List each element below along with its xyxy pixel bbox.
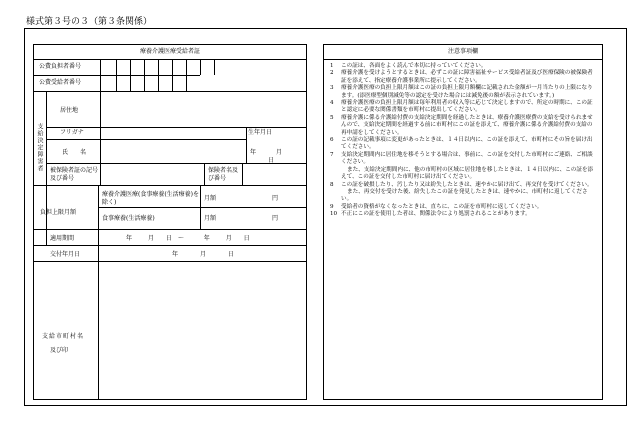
insurance-card-label: 被保険者証の記号及び番号 [50,167,99,182]
note-item: 9 受給者の資格がなくなったときは、直ちに、この証を市町村に返してください。 [330,203,543,210]
public-recipient-no-blank [200,75,306,91]
birth-month: 月 [275,149,282,156]
valid-period-label: 適用期間 [50,235,75,242]
period-end-year: 年 [203,235,210,242]
meals-monthly-label: 月額 [204,215,217,222]
note-item: 1 この証は、各面をよく読んで本切に持っていてください。 [330,63,487,69]
note-item: 7 支給決定期間内に居住地を移そうとする場合は、事前に、この証を交付した市町村にご連絡、ご相談ください。 [330,151,593,166]
issue-day: 日 [227,251,234,258]
period-start-month: 月 [147,235,154,242]
notes-panel [323,44,603,400]
page-caption: 様式第３号の３（第３条関係） [26,17,153,27]
issue-year: 年 [172,251,179,258]
note-item: 6 この証の記載事項に変更があったときは、１４日以内に、この証を添えて、市町村にその旨を届け出てください。 [330,137,593,151]
meals-label: 食事療養(生活療養) [102,215,155,222]
period-end-month: 月 [225,235,232,242]
notes-title: 注意事項欄 [324,45,602,60]
note-item: また、支給決定期間内に、他の市町村の区域に居住地を移したときは、１４日以内に、この証を添えて、この証を交付した市町村に届け出てください。 [341,166,594,181]
address-label: 居住地 [60,107,79,114]
period-tilde: 〜 [177,235,184,242]
notes-list [330,63,596,219]
period-start-day: 日 [165,235,172,242]
birth-day: 日 [268,157,275,164]
issue-date-label: 交付年月日 [50,251,81,258]
seal-label: 及び印 [50,347,69,354]
medical-monthly-label: 月額 [204,195,217,202]
note-item: 2 療養介護を受けようとするときは、必ずこの証に障害福祉サービス受給者証及び医療保険の被保険者証を添えて、指定療養介護事業所に提示してください。 [330,70,593,84]
furigana-label: フリガナ [60,129,84,136]
recipient-side-label: 支給決定障害者 [36,123,43,172]
birth-year: 年 [250,149,257,156]
note-item: また、再交付を受けた後、紛失したこの証を発見したときは、速やかに、市町村に返してください。 [341,188,588,203]
public-recipient-no-label: 公費受給者番号 [39,79,82,86]
period-end-day: 日 [243,235,250,242]
medical-care-label: 療養介護医療(食事療養(生活療養)を除く) [102,191,200,206]
note-item: 4 療養介護医療の負担上限月額は毎年利用者の収入等に応じて決定しますので、所定の時期に、この証と認定に必要な関係書類を市町村に提出してください。 [330,100,593,114]
note-item: 5 療養介護に係る介護給付費の支給決定期間を経過したときは、療養介護医療費の支給を受けられませんので、支給決定期間を経過する前に市町村にこの証を添えて、療養介護に係る介護給付費の支給の再申請をしてください。 [330,114,593,136]
copay-limit-label: 負担上限月額 [40,209,77,216]
birthdate-label: 生年月日 [248,129,273,136]
issue-month: 月 [199,251,206,258]
public-payer-no-label: 公費負担者番号 [39,63,82,70]
period-start-year: 年 [126,235,133,242]
medical-yen-label: 円 [271,195,278,202]
certificate-panel [33,44,307,400]
note-item: 8 この証を破損したり、汚したり又は紛失したときは、速やかに届け出て、再交付を受けてください。 [330,181,593,188]
municipality-label: 支給市町村名 [42,333,85,340]
insurer-no-label: 保険者名及び番号 [208,167,239,182]
meals-yen-label: 円 [271,215,278,222]
name-label: 氏 名 [62,149,87,156]
note-item: 10 不正にこの証を使用した者は、関係法令により処罰されることがあります。 [330,211,531,218]
certificate-title: 療養介護医療受給者証 [34,45,306,60]
note-item: 3 療養介護医療の負担上限月額はこの証の負担上限月額欄に記載された金額が一月当たりの上限になります。(添医療型個別減免等の認定を受けた場合には減免後の額が表示されています。) [330,85,593,99]
